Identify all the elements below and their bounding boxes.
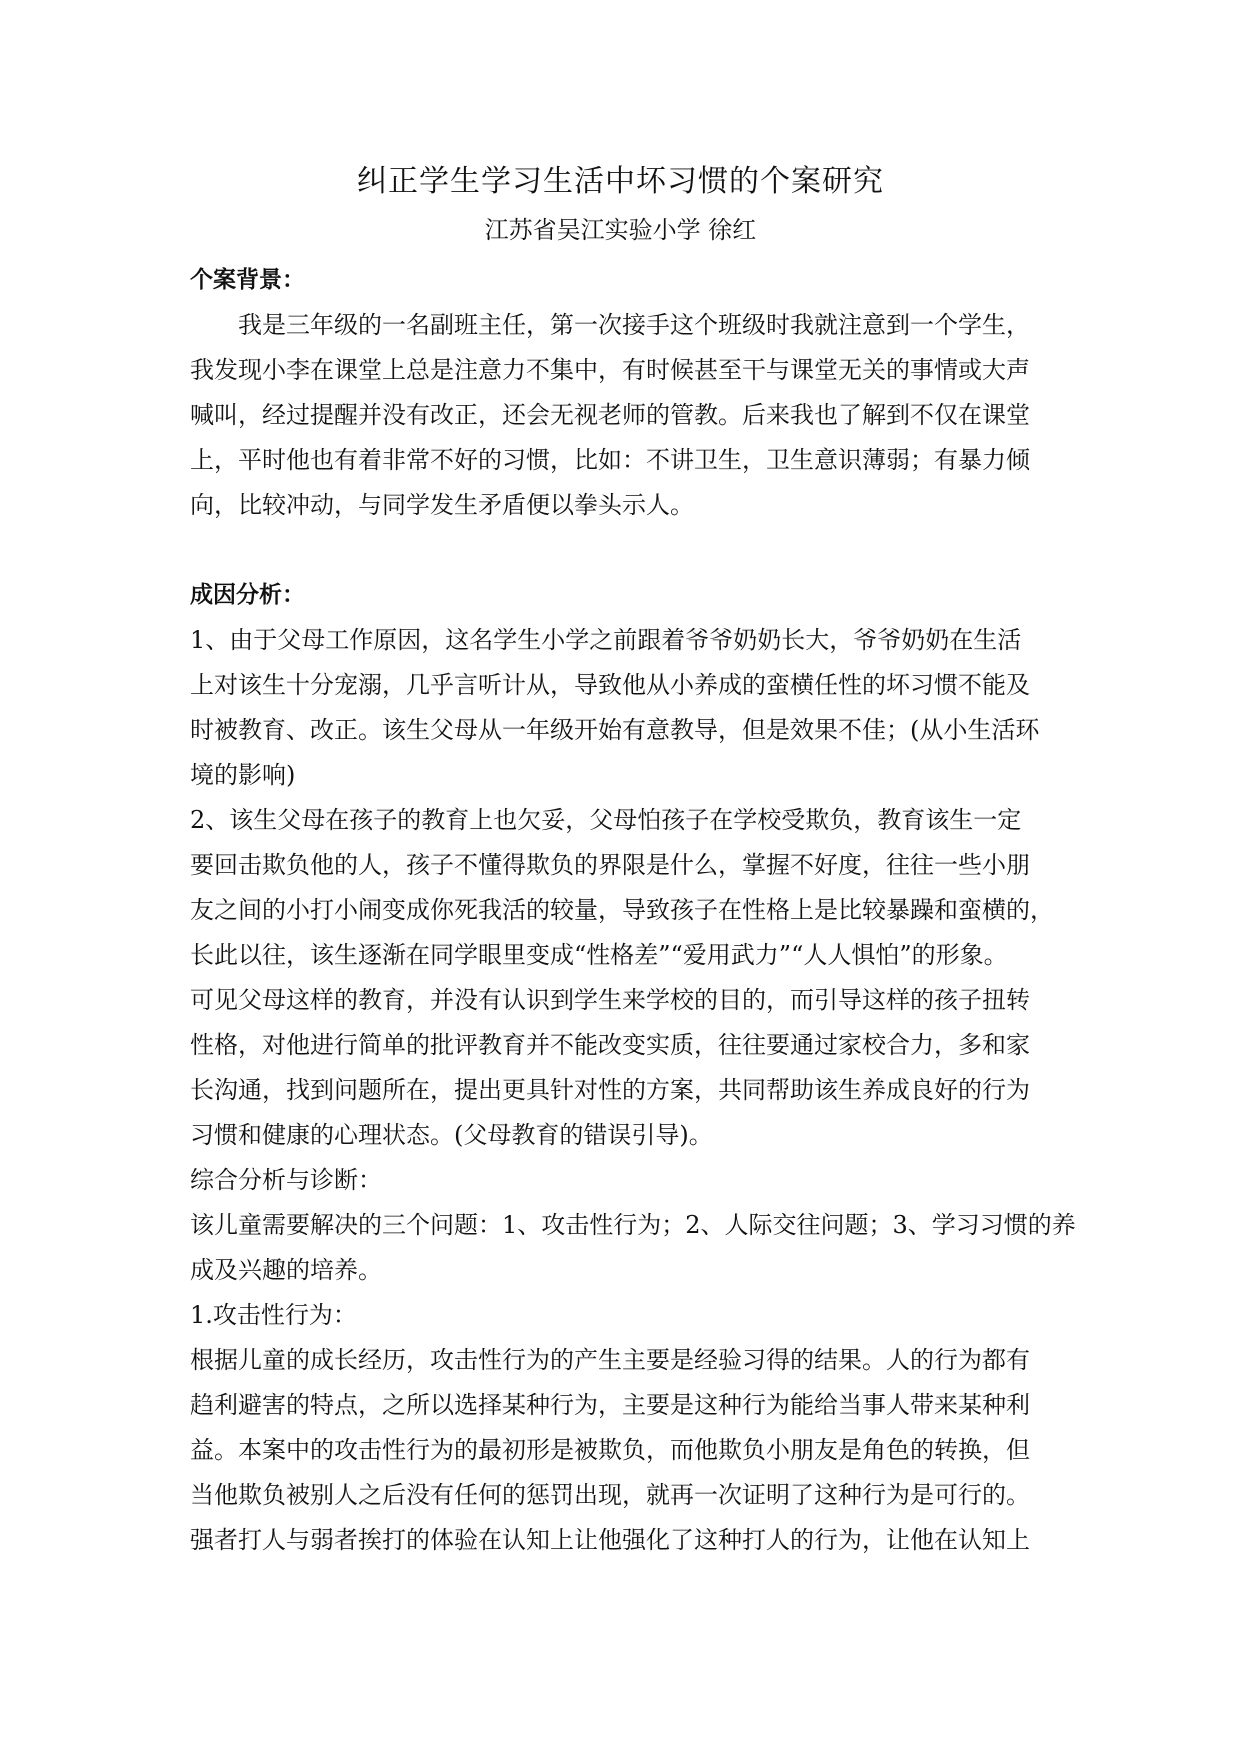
document-body bbox=[190, 258, 1076, 1563]
author-line: 江苏省吴江实验小学 徐红 bbox=[484, 216, 757, 244]
blank-line bbox=[190, 528, 1060, 573]
paragraph-line: 习惯和健康的心理状态。(父母教育的错误引导)。 bbox=[190, 1121, 713, 1149]
paragraph-line: 喊叫，经过提醒并没有改正，还会无视老师的管教。后来我也了解到不仅在课堂 bbox=[190, 401, 1030, 429]
paragraph-line: 趋利避害的特点，之所以选择某种行为，主要是这种行为能给当事人带来某种利 bbox=[190, 1391, 1030, 1419]
subheading-diagnosis: 综合分析与诊断： bbox=[190, 1166, 382, 1194]
subheading-aggressive-behavior: 1.攻击性行为： bbox=[190, 1301, 357, 1329]
paragraph-line: 成及兴趣的培养。 bbox=[190, 1256, 382, 1284]
paragraph-line: 上，平时他也有着非常不好的习惯，比如：不讲卫生，卫生意识薄弱；有暴力倾 bbox=[190, 446, 1030, 474]
paragraph-line: 向，比较冲动，与同学发生矛盾便以拳头示人。 bbox=[190, 491, 694, 519]
paragraph-line: 要回击欺负他的人，孩子不懂得欺负的界限是什么，掌握不好度，往往一些小朋 bbox=[190, 851, 1030, 879]
paragraph-line: 强者打人与弱者挨打的体验在认知上让他强化了这种打人的行为，让他在认知上 bbox=[190, 1526, 1030, 1554]
paragraph-line: 我发现小李在课堂上总是注意力不集中，有时候甚至干与课堂无关的事情或大声 bbox=[190, 356, 1030, 384]
page-title: 纠正学生学习生活中坏习惯的个案研究 bbox=[357, 164, 884, 199]
section-heading-analysis: 成因分析： bbox=[190, 582, 305, 608]
paragraph-line: 2、该生父母在孩子的教育上也欠妥，父母怕孩子在学校受欺负，教育该生一定 bbox=[190, 806, 1022, 834]
paragraph-line: 根据儿童的成长经历，攻击性行为的产生主要是经验习得的结果。人的行为都有 bbox=[190, 1346, 1030, 1374]
paragraph-line: 长此以往，该生逐渐在同学眼里变成“性格差”“爱用武力”“人人惧怕”的形象。 bbox=[190, 941, 1008, 969]
paragraph-line: 我是三年级的一名副班主任，第一次接手这个班级时我就注意到一个学生， bbox=[238, 311, 1030, 339]
paragraph-line: 上对该生十分宠溺，几乎言听计从，导致他从小养成的蛮横任性的坏习惯不能及 bbox=[190, 671, 1030, 699]
paragraph-line: 境的影响) bbox=[190, 761, 296, 789]
paragraph-line: 可见父母这样的教育，并没有认识到学生来学校的目的，而引导这样的孩子扭转 bbox=[190, 986, 1030, 1014]
paragraph-line: 时被教育、改正。该生父母从一年级开始有意教导，但是效果不佳；(从小生活环 bbox=[190, 716, 1040, 744]
paragraph-line: 性格，对他进行简单的批评教育并不能改变实质，往往要通过家校合力，多和家 bbox=[190, 1031, 1030, 1059]
section-heading-background: 个案背景： bbox=[190, 267, 305, 293]
paragraph-line: 益。本案中的攻击性行为的最初形是被欺负，而他欺负小朋友是角色的转换，但 bbox=[190, 1436, 1030, 1464]
paragraph-line: 1、由于父母工作原因，这名学生小学之前跟着爷爷奶奶长大，爷爷奶奶在生活 bbox=[190, 626, 1022, 654]
paragraph-line: 当他欺负被别人之后没有任何的惩罚出现，就再一次证明了这种行为是可行的。 bbox=[190, 1481, 1030, 1509]
paragraph-line: 长沟通，找到问题所在，提出更具针对性的方案，共同帮助该生养成良好的行为 bbox=[190, 1076, 1030, 1104]
paragraph-line: 该儿童需要解决的三个问题：1、攻击性行为；2、人际交往问题；3、学习习惯的养 bbox=[190, 1211, 1076, 1239]
paragraph-line: 友之间的小打小闹变成你死我活的较量，导致孩子在性格上是比较暴躁和蛮横的， bbox=[190, 896, 1054, 924]
